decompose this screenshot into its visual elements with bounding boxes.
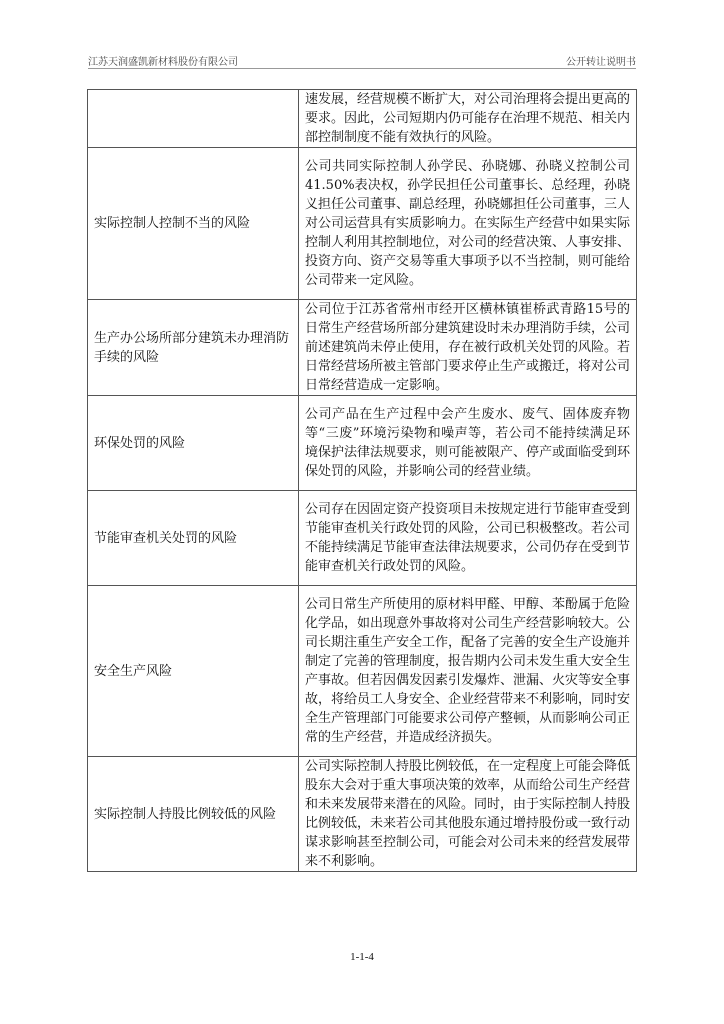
risk-description: 公司产品在生产过程中会产生废水、废气、固体废弃物等“三废”环境污染物和噪声等，若公司不能持续满足环境保护法律法规要求，则可能被限产、停产或面临受到环保处罚的风险，并影响公司的经营业绩。 (299, 396, 637, 491)
risk-name: 生产办公场所部分建筑未办理消防手续的风险 (88, 300, 299, 396)
risk-description: 公司存在因固定资产投资项目未按规定进行节能审查受到节能审查机关行政处罚的风险，公司已积极整改。若公司不能持续满足节能审查法律法规要求，公司仍存在受到节能审查机关行政处罚的风险。 (299, 491, 637, 586)
risk-name: 环保处罚的风险 (88, 396, 299, 491)
company-name: 江苏天润盛凯新材料股份有限公司 (88, 57, 238, 68)
table-row (88, 757, 637, 872)
table-row (88, 586, 637, 757)
table-row (88, 90, 637, 148)
header-divider (88, 68, 636, 69)
risk-name: 节能审查机关处罚的风险 (88, 491, 299, 586)
risk-name: 安全生产风险 (88, 586, 299, 757)
risk-description: 公司实际控制人持股比例较低，在一定程度上可能会降低股东大会对于重大事项决策的效率，从而给公司生产经营和未来发展带来潜在的风险。同时，由于实际控制人持股比例较低，未来若公司其他股东通过增持股份或一致行动谋求影响甚至控制公司，可能会对公司未来的经营发展带来不利影响。 (299, 757, 637, 872)
table-row (88, 396, 637, 491)
table-row (88, 491, 637, 586)
table-row (88, 148, 637, 300)
risk-name (88, 90, 299, 148)
document-title: 公开转让说明书 (566, 57, 636, 68)
risk-description: 公司位于江苏省常州市经开区横林镇崔桥武青路15号的日常生产经营场所部分建筑建设时未办理消防手续，公司前述建筑尚未停止使用，存在被行政机关处罚的风险。若日常经营场所被主管部门要求停止生产或搬迁，将对公司日常经营造成一定影响。 (299, 300, 637, 396)
page-header (88, 53, 636, 67)
risk-description: 公司共同实际控制人孙学民、孙晓娜、孙晓义控制公司41.50%表决权，孙学民担任公司董事长、总经理，孙晓义担任公司董事、副总经理，孙晓娜担任公司董事，三人对公司运营具有实质影响力。在实际生产经营中如果实际控制人利用其控制地位，对公司的经营决策、人事安排、投资方向、资产交易等重大事项予以不当控制，则可能给公司带来一定风险。 (299, 148, 637, 300)
table-row (88, 300, 637, 396)
page-number: 1-1-4 (350, 951, 374, 963)
risk-description: 公司日常生产所使用的原材料甲醛、甲醇、苯酚属于危险化学品，如出现意外事故将对公司生产经营影响较大。公司长期注重生产安全工作，配备了完善的安全生产设施并制定了完善的管理制度，报告期内公司未发生重大安全生产事故。但若因偶发因素引发爆炸、泄漏、火灾等安全事故，将给员工人身安全、企业经营带来不利影响，同时安全生产管理部门可能要求公司停产整顿，从而影响公司正常的生产经营，并造成经济损失。 (299, 586, 637, 757)
risk-name: 实际控制人持股比例较低的风险 (88, 757, 299, 872)
risk-name: 实际控制人控制不当的风险 (88, 148, 299, 300)
risk-table (87, 89, 637, 872)
risk-description: 速发展，经营规模不断扩大，对公司治理将会提出更高的要求。因此，公司短期内仍可能存在治理不规范、相关内部控制制度不能有效执行的风险。 (299, 90, 637, 148)
